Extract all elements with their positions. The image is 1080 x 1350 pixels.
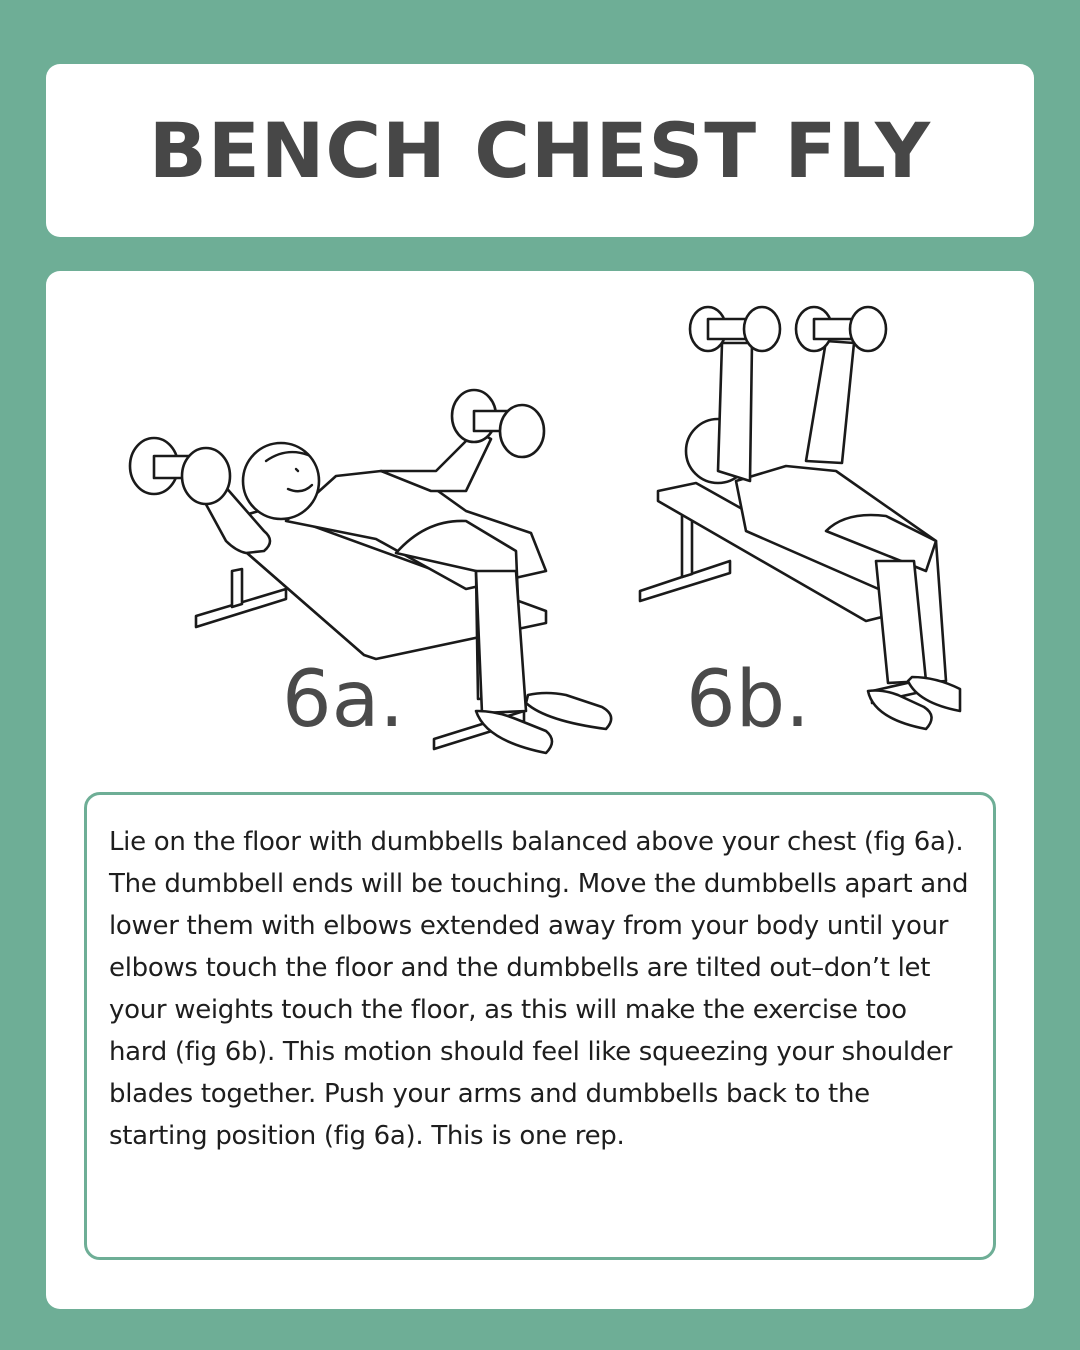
instructions-box bbox=[84, 792, 996, 1260]
figure-label-6a: 6a. bbox=[282, 655, 405, 745]
exercise-illustration bbox=[46, 271, 1034, 771]
instructions-text: Lie on the floor with dumbbells balanced above your chest (fig 6a). The dumbbell ends will be touching. Move the dumbbells apart and lower them with elbows extended away from your body until your elbows touch the floor and the dumbbells are tilted out–don’t let your weights touch the floor, as this will make the exercise too hard (fig 6b). This motion should feel like squeezing your shoulder blades together. Push your arms and dumbbells back to the starting position (fig 6a). This is one rep. bbox=[109, 827, 969, 1151]
figure-label-6b: 6b. bbox=[686, 655, 810, 745]
content-card bbox=[46, 271, 1034, 1309]
page-title: BENCH CHEST FLY bbox=[148, 106, 932, 195]
title-card bbox=[46, 64, 1034, 237]
